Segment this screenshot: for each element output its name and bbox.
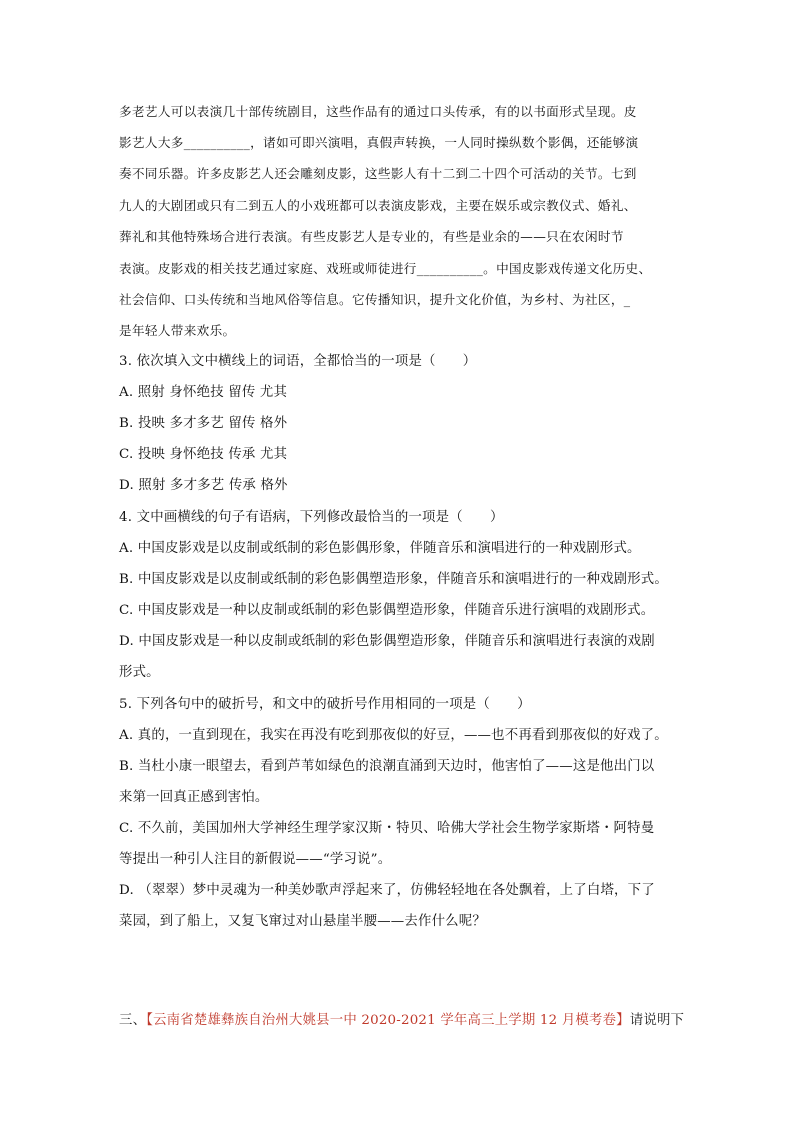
question-option: A. 真的，一直到现在，我实在再没有吃到那夜似的好豆，——也不再看到那夜似的好戏了。 [119, 728, 668, 743]
section-source: 【云南省楚雄彝族自治州大姚县一中 2020-2021 学年高三上学期 12 月模考卷】 [146, 1013, 630, 1028]
passage-line: 社会信仰、口头传统和当地风俗等信息。它传播知识，提升文化价值，为乡村、为社区，_ [119, 292, 631, 307]
passage-line: 奏不同乐器。许多皮影艺人还会雕刻皮影，这些影人有十二到二十四个可活动的关节。七到 [119, 166, 637, 181]
passage-line: 九人的大剧团或只有二到五人的小戏班都可以表演皮影戏，主要在娱乐或宗教仪式、婚礼、 [119, 198, 637, 213]
question-option: 菜园，到了船上，又复飞窜过对山悬崖半腰——去作什么呢？ [119, 914, 486, 929]
passage-line: 葬礼和其他特殊场合进行表演。有些皮影艺人是专业的，有些是业余的——只在农闲时节 [119, 229, 624, 244]
question-stem: 5. 下列各句中的破折号，和文中的破折号作用相同的一项是（ ） [119, 697, 531, 712]
section-prefix: 三、 [119, 1013, 147, 1028]
question-option: 等提出一种引人注目的新假说——“学习说”。 [119, 852, 392, 867]
passage-line: 表演。皮影戏的相关技艺通过家庭、戏班或师徒进行__________。中国皮影戏传递文化历史、 [119, 261, 652, 276]
question-option: B. 当杜小康一眼望去，看到芦苇如绿色的浪潮直涌到天边时，他害怕了——这是他出门以 [119, 759, 655, 774]
question-option: A. 照射 身怀绝技 留传 尤其 [119, 385, 288, 400]
question-option: B. 中国皮影戏是以皮制或纸制的彩色影偶塑造形象，伴随音乐和演唱进行的一种戏剧形式。 [119, 572, 668, 587]
question-stem: 3. 依次填入文中横线上的词语，全都恰当的一项是（ ） [119, 354, 477, 369]
question-option: C. 投映 身怀绝技 传承 尤其 [119, 447, 288, 462]
question-option: 形式。 [119, 665, 160, 680]
question-option: D. 照射 多才多艺 传承 格外 [119, 478, 288, 493]
question-option: C. 不久前，美国加州大学神经生理学家汉斯・特贝、哈佛大学社会生物学家斯塔・阿特曼 [119, 821, 655, 836]
section-heading [119, 1011, 685, 1031]
question-option: C. 中国皮影戏是一种以皮制或纸制的彩色影偶塑造形象，伴随音乐进行演唱的戏剧形式。 [119, 603, 655, 618]
passage-line: 是年轻人带来欢乐。 [119, 323, 236, 338]
section-suffix: 请说明下 [629, 1013, 685, 1028]
question-option: D. （翠翠）梦中灵魂为一种美妙歌声浮起来了，仿佛轻轻地在各处飘着，上了白塔，下了 [119, 883, 655, 898]
passage-line: 多老艺人可以表演几十部传统剧目，这些作品有的通过口头传承，有的以书面形式呈现。皮 [119, 104, 637, 119]
question-option: B. 投映 多才多艺 留传 格外 [119, 416, 288, 431]
question-option: D. 中国皮影戏是一种以皮制或纸制的彩色影偶塑造形象，伴随音乐和演唱进行表演的戏剧 [119, 634, 655, 649]
question-option: 来第一回真正感到害怕。 [119, 790, 269, 805]
question-option: A. 中国皮影戏是以皮制或纸制的彩色影偶形象，伴随音乐和演唱进行的一种戏剧形式。 [119, 541, 641, 556]
question-stem: 4. 文中画横线的句子有语病，下列修改最恰当的一项是（ ） [119, 510, 504, 525]
passage-line: 影艺人大多__________，诸如可即兴演唱，真假声转换，一人同时操纵数个影偶，还能够演 [119, 135, 639, 150]
